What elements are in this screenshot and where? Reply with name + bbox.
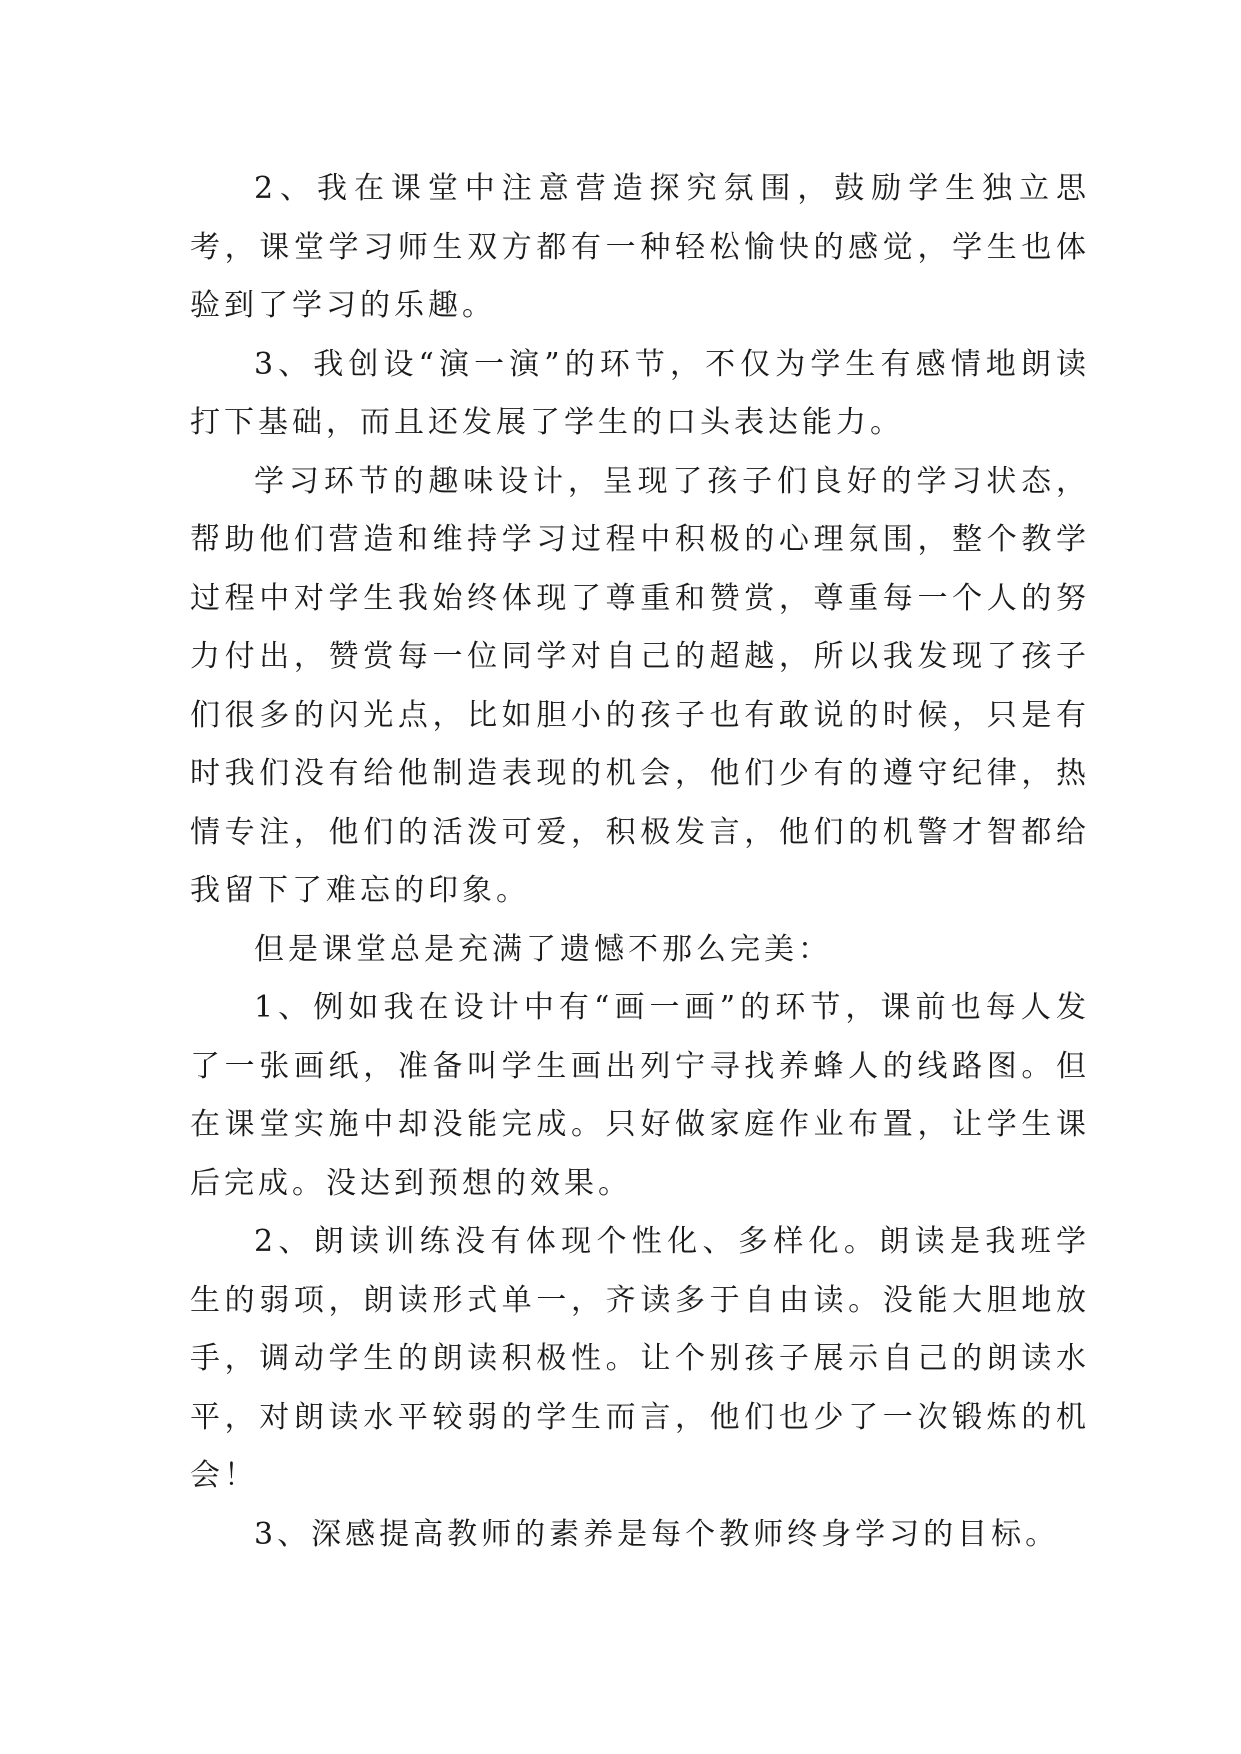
paragraph: 2、朗读训练没有体现个性化、多样化。朗读是我班学生的弱项，朗读形式单一，齐读多于自由读。没能大胆地放手，调动学生的朗读积极性。让个别孩子展示自己的朗读水平，对朗读水平较弱的学生而言，他们也少了一次锻炼的机会！ bbox=[190, 1224, 1090, 1493]
paragraph: 1、例如我在设计中有“画一画”的环节，课前也每人发了一张画纸，准备叫学生画出列宁寻找养蜂人的线路图。但在课堂实施中却没能完成。只好做家庭作业布置，让学生课后完成。没达到预想的效果。 bbox=[190, 990, 1090, 1201]
paragraph: 3、深感提高教师的素养是每个教师终身学习的目标。 bbox=[254, 1516, 1060, 1552]
paragraph: 但是课堂总是充满了遗憾不那么完美： bbox=[254, 931, 832, 967]
paragraph: 学习环节的趣味设计，呈现了孩子们良好的学习状态，帮助他们营造和维持学习过程中积极的心理氛围，整个教学过程中对学生我始终体现了尊重和赞赏，尊重每一个人的努力付出，赞赏每一位同学对自己的超越，所以我发现了孩子们很多的闪光点，比如胆小的孩子也有敢说的时候，只是有时我们没有给他制造表现的机会，他们少有的遵守纪律，热情专注，他们的活泼可爱，积极发言，他们的机警才智都给我留下了难忘的印象。 bbox=[190, 463, 1090, 908]
paragraph: 2、我在课堂中注意营造探究氛围，鼓励学生独立思考，课堂学习师生双方都有一种轻松愉快的感觉，学生也体验到了学习的乐趣。 bbox=[190, 171, 1090, 323]
paragraph: 3、我创设“演一演”的环节，不仅为学生有感情地朗读打下基础，而且还发展了学生的口头表达能力。 bbox=[190, 346, 1090, 440]
document-body bbox=[190, 160, 1090, 1564]
